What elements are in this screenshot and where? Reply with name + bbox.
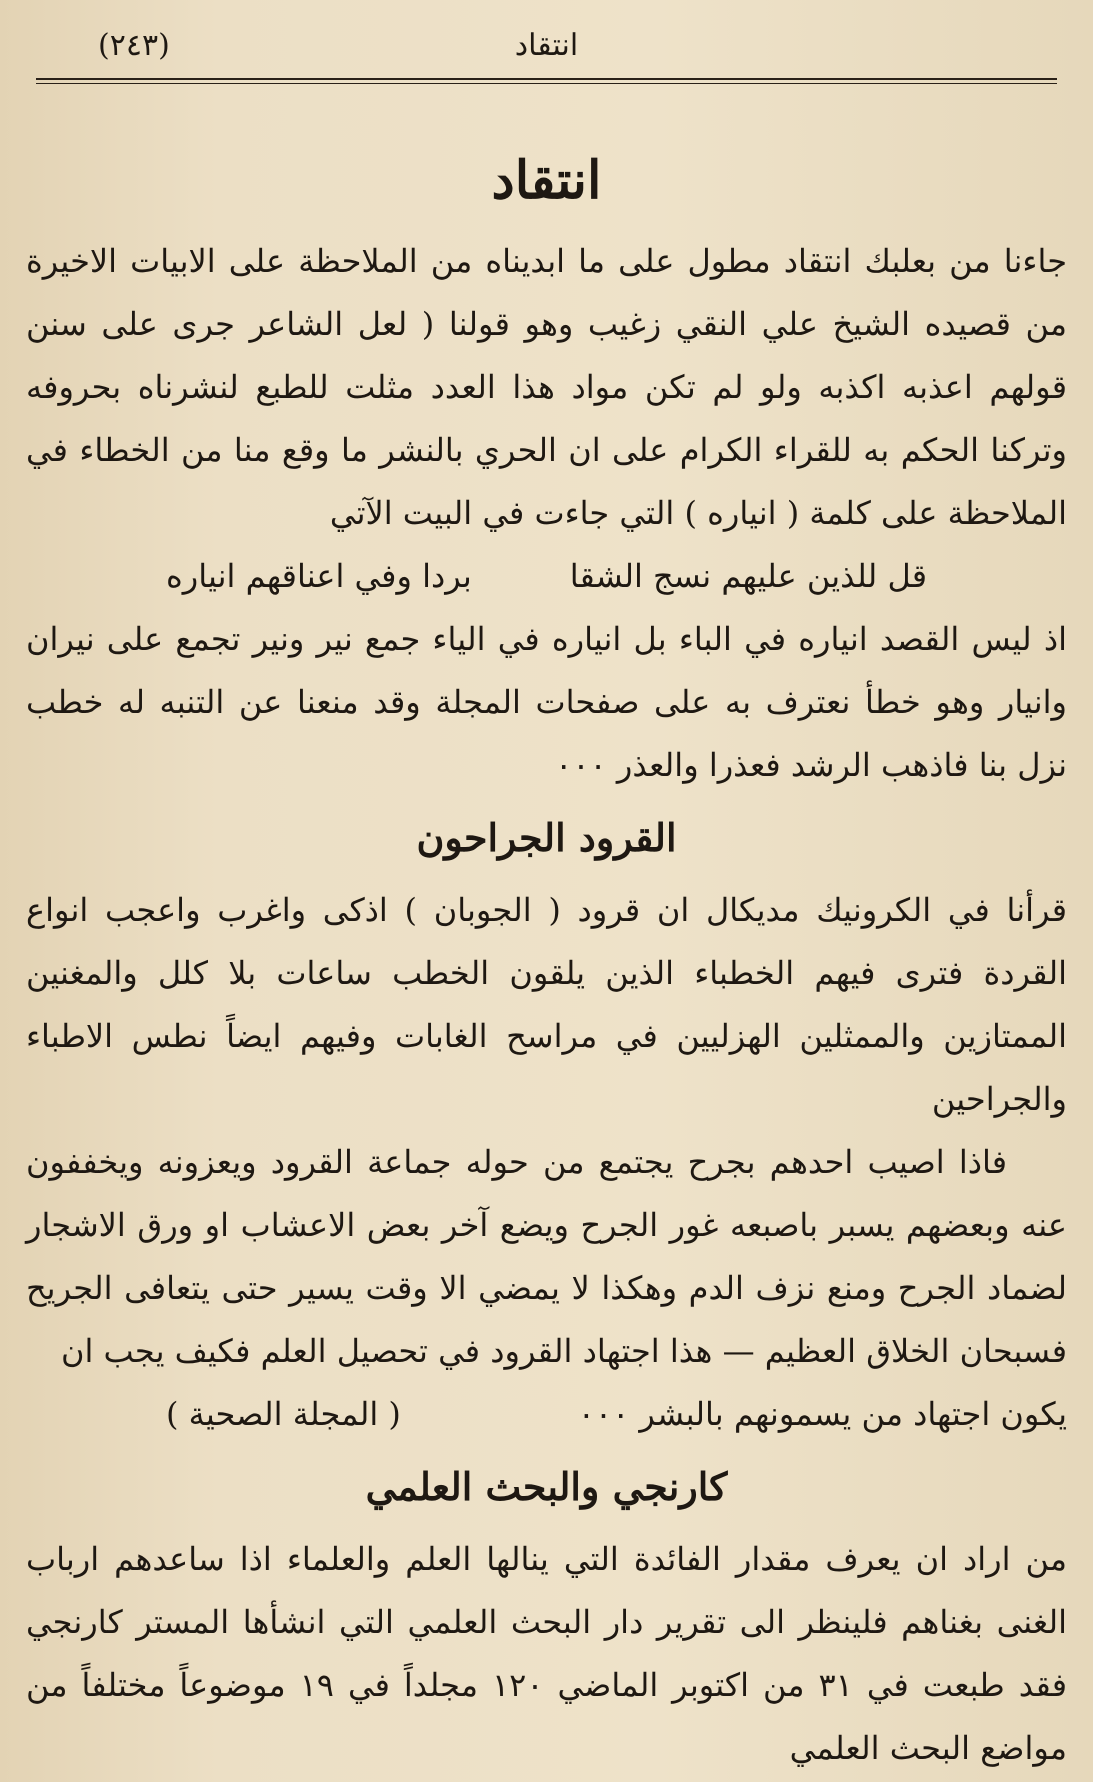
- paragraph: جاءنا من بعلبك انتقاد مطول على ما ابديناه من الملاحظة على الابيات الاخيرة من قصيده الشيخ علي النقي زغيب وهو قولنا ( لعل الشاعر جرى على سنن قولهم اعذبه اكذبه ولو لم تكن مواد هذا العدد مثلت للطبع لنشرناه بحروفه وتركنا الحكم به للقراء الكرام على ان الحري بالنشر ما وقع منا من الخطاء في الملاحظة على كلمة ( انياره ) التي جاءت في البيت الآتي: [26, 242, 1068, 532]
- article-title: انتقاد: [491, 150, 602, 211]
- closing-line: [26, 1383, 1067, 1446]
- running-title: انتقاد: [514, 28, 579, 63]
- poem-verse: [26, 545, 1067, 608]
- verse-hemistich-first: قل للذين عليهم نسج الشقا: [569, 557, 927, 595]
- page-number: (٢٤٣): [98, 28, 170, 63]
- section-title-carnegie: كارنجي والبحث العلمي: [365, 1464, 728, 1509]
- paragraph: قرأنا في الكرونيك مديكال ان قرود ( الجوبان ) اذكى واغرب واعجب انواع القردة فترى فيهم الخطباء الذين يلقون الخطب ساعات بلا كلل والمغنين الممتازين والممثلين الهزليين في مراسح الغابات وفيهم ايضاً نطس الاطباء والجراحين: [26, 891, 1068, 1118]
- source-citation: ( المجلة الصحية ): [166, 1395, 401, 1433]
- page-header: [38, 22, 1055, 74]
- page-body: [26, 132, 1067, 1780]
- paragraph: من اراد ان يعرف مقدار الفائدة التي ينالها العلم والعلماء اذا ساعدهم ارباب الغنى بغناهم فلينظر الى تقرير دار البحث العلمي التي انشأها المستر كارنجي فقد طبعت في ٣١ من اكتوبر الماضي ١٢٠ مجلداً في ١٩ موضوعاً مختلفاً من مواضع البحث العلمي: [26, 1540, 1068, 1767]
- header-rule: [36, 78, 1057, 84]
- section-title-monkeys: القرود الجراحون: [416, 815, 677, 860]
- paragraph: فاذا اصيب احدهم بجرح يجتمع من حوله جماعة القرود ويعزونه ويخففون عنه وبعضهم يسبر باصبعه غور الجرح ويضع آخر بعض الاعشاب او ورق الاشجار لضماد الجرح ومنع نزف الدم وهكذا لا يمضي الا وقت يسير حتى يتعافى الجريح فسبحان الخلاق العظيم — هذا اجتهاد القرود في تحصيل العلم فكيف يجب ان: [26, 1143, 1068, 1370]
- closing-text: يكون اجتهاد من يسمونهم بالبشر ٠٠٠: [577, 1395, 1067, 1433]
- verse-hemistich-second: بردا وفي اعناقهم انياره: [166, 557, 472, 595]
- paragraph: اذ ليس القصد انياره في الباء بل انياره في الياء جمع نير ونير تجمع على نيران وانيار وهو خطأ نعترف به على صفحات المجلة وقد منعنا عن التنبه له خطب نزل بنا فاذهب الرشد فعذرا والعذر ٠٠٠: [26, 620, 1067, 784]
